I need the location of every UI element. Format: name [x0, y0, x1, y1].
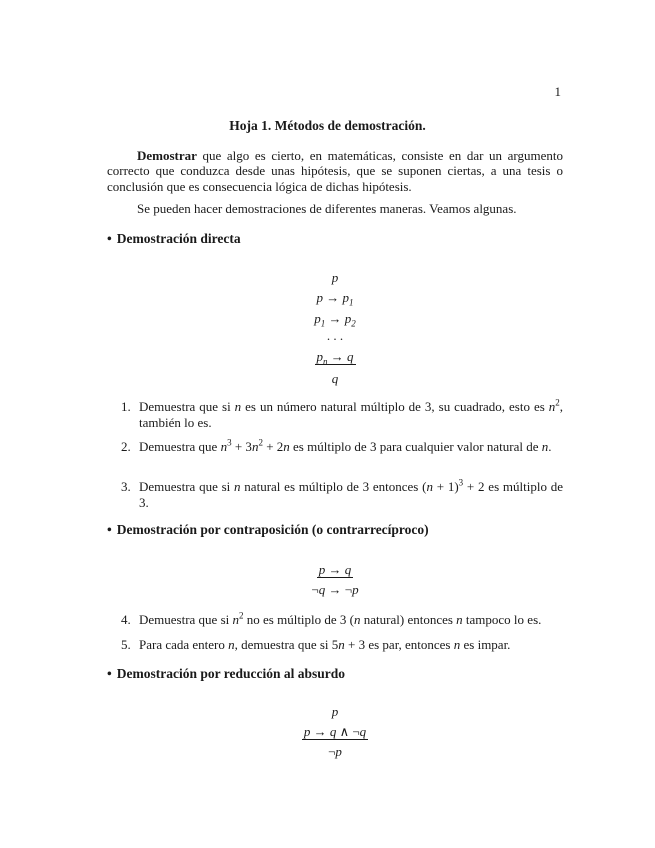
exercise-5-text: Para cada entero n, demuestra que si 5n + 3 es par, entonces n es impar. [139, 637, 511, 652]
page-number: 1 [554, 84, 561, 99]
direct-step-n: $p_n \to q$ [316, 349, 354, 367]
section-absurd-heading: • Demostración por reducción al absurdo [107, 666, 345, 681]
intro-text: que algo es cierto, en matemáticas, consiste en dar un argumento correcto que conduzca desde unas hipótesis, que se suponen ciertas, a una tesis o conclusión que es consecuencia lógica de dichas hipótesis. [107, 148, 563, 194]
direct-step-dots: . . . [326, 328, 344, 343]
exercise-item: 3. Demuestra que si n natural es múltiplo de 3 entonces $(n + 1)^3 + 2$ es múltiplo de 3. [121, 477, 563, 510]
page-title: Hoja 1. Métodos de demostración. [229, 118, 426, 133]
absurd-conclusion: ¬p [328, 744, 342, 759]
exercise-1-text: Demuestra que si n es un número natural múltiplo de 3, su cuadrado, esto es $n^2$, también lo es. [139, 397, 563, 430]
absurd-premise: p [331, 704, 339, 719]
direct-step-2: $p_1 \to p_2$ [314, 311, 356, 329]
exercise-item: 2. Demuestra que $n^3 + 3n^2 + 2n$ es múltiplo de 3 para cualquier valor natural de n. [121, 439, 563, 455]
direct-conclusion: q [331, 371, 339, 386]
intro-paragraph-2 [107, 201, 563, 216]
section-direct-heading: • Demostración directa [107, 231, 241, 246]
direct-step-p: p [331, 270, 339, 285]
bullet-icon: • [107, 231, 112, 246]
absurd-implication: p → q ∧ ¬q [303, 724, 367, 739]
direct-step-1: $p \to p_1$ [316, 290, 354, 308]
contra-premise: p → q [318, 562, 352, 577]
contra-conclusion: ¬q → ¬p [311, 582, 359, 597]
exercise-item: 4. Demuestra que si $n^2$ no es múltiplo de 3 (n natural) entonces n tampoco lo es. [121, 612, 563, 628]
exercise-2-text: Demuestra que $n^3 + 3n^2 + 2n$ es múltiplo de 3 para cualquier valor natural de n. [139, 437, 552, 454]
exercise-4-text: Demuestra que si $n^2$ no es múltiplo de 3 (n natural) entonces n tampoco lo es. [139, 610, 542, 627]
exercise-item: 1. Demuestra que si n es un número natural múltiplo de 3, su cuadrado, esto es $n^2$, también lo es. [121, 397, 563, 430]
bullet-icon: • [107, 522, 112, 537]
intro-paragraph [107, 148, 563, 194]
exercise-3-text: Demuestra que si n natural es múltiplo de 3 entonces $(n + 1)^3 + 2$ es múltiplo de 3. [139, 477, 563, 510]
intro2-text: Se pueden hacer demostraciones de diferentes maneras. Veamos algunas. [137, 201, 517, 216]
bullet-icon: • [107, 666, 112, 681]
intro-bold-word: Demostrar [137, 148, 197, 163]
exercise-item: 5. Para cada entero n, demuestra que si 5n + 3 es par, entonces n es impar. [121, 637, 563, 653]
section-contra-heading: • Demostración por contraposición (o contrarrecíproco) [107, 522, 429, 537]
